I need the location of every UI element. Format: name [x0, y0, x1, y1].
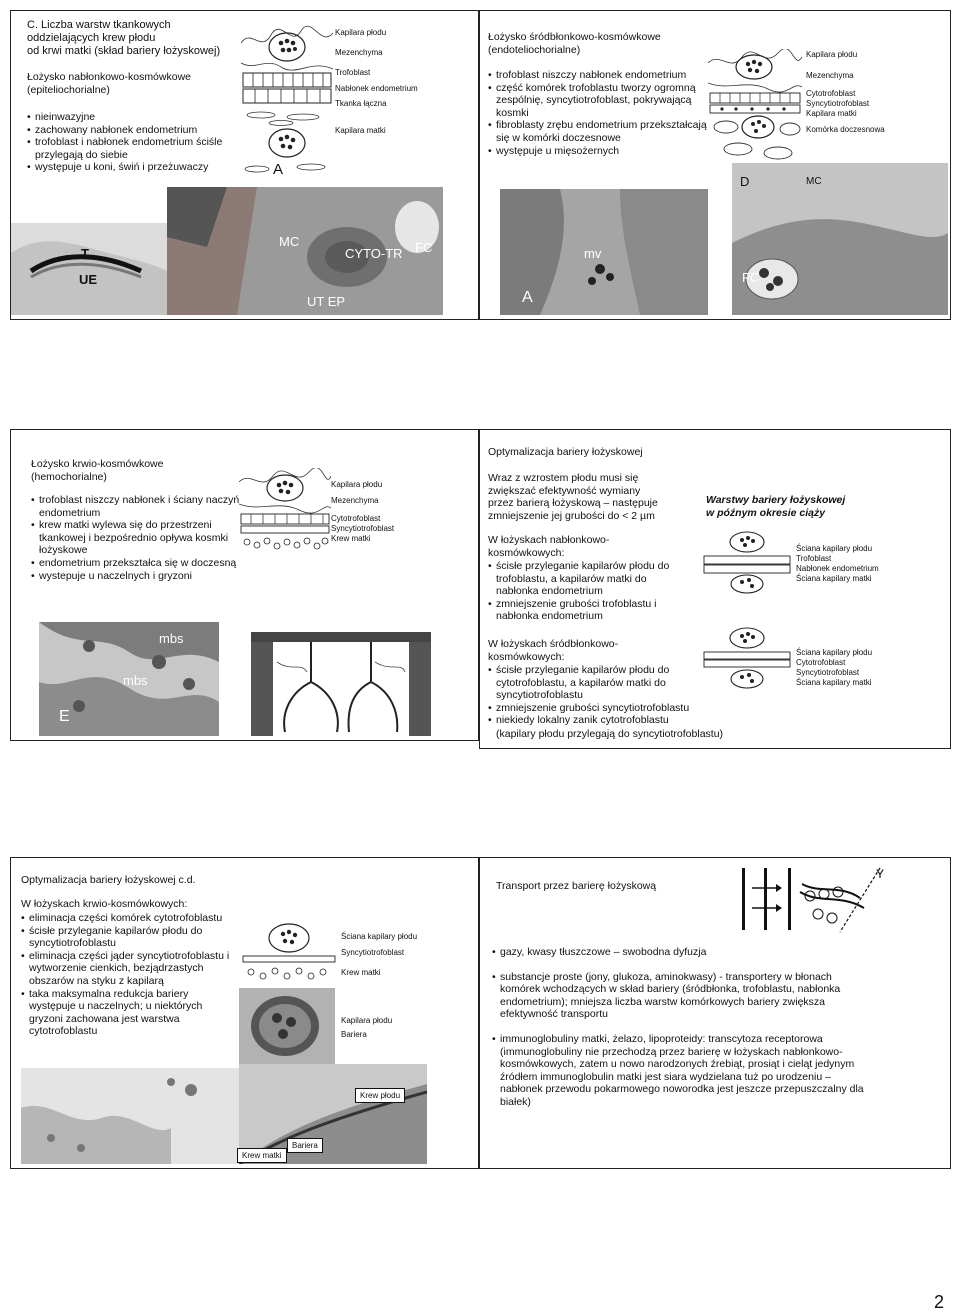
label-fetal-capillary: Kapilara płodu [806, 50, 858, 59]
slide-hemochorial [10, 429, 479, 741]
label-MC: MC [806, 176, 822, 187]
bullet: • zachowany nabłonek endometrium [27, 124, 242, 137]
label-ut-ep: UT EP [307, 294, 346, 309]
box-maternal-blood: Krew matki [237, 1148, 287, 1163]
slide2-subtitle: Łożysko śródbłonkowo-kosmówkowe (endoteliochorialne) [488, 31, 661, 56]
label-fetal-capillary: Kapilara płodu [341, 1016, 393, 1025]
slide4-side-title: Warstwy bariery łożyskowej w późnym okresie ciąży [706, 494, 846, 519]
label-mesenchyme: Mezenchyma [335, 48, 383, 57]
micrograph-epitheliochorial [11, 223, 167, 315]
bullet: • zmniejszenie grubości trofoblastu i nabłonka endometrium [488, 598, 688, 623]
label-fetal-capillary: Kapilara płodu [331, 480, 383, 489]
label-fetal-capillary-wall: Ściana kapilary płodu [796, 648, 873, 657]
label-endometrium-epithelium: Nabłonek endometrium [796, 564, 879, 573]
micrograph-em-capillary [239, 988, 335, 1064]
label-T: T [81, 246, 89, 261]
fig-letter-A: A [273, 161, 284, 178]
slide3-bullets [31, 494, 241, 582]
bullet: • ścisłe przyleganie kapilarów płodu do syncytiotrofoblastu [21, 925, 231, 950]
label-cytotrophoblast: Cytotrofoblast [806, 89, 856, 98]
bullet: • endometrium przekształca się w doczesną [31, 557, 241, 570]
slide1-title: C. Liczba warstw tkankowych oddzielających krew płodu od krwi matki (skład bariery łożyskowej) [27, 19, 221, 57]
label-trophoblast: Trofoblast [796, 554, 832, 563]
slide1-subtitle: Łożysko nabłonkowo-kosmówkowe (epiteliochorialne) [27, 71, 191, 96]
micrograph-em-endotheliochorial-A [500, 189, 708, 315]
bullet: • krew matki wylewa się do przestrzeni tkankowej i bezpośrednio opływa kosmki łożyskowe [31, 519, 241, 557]
label-maternal-capillary: Kapilara matki [335, 126, 386, 135]
bullet: • eliminacja części komórek cytotrofoblastu [21, 912, 231, 925]
label-connective-tissue: Tkanka łączna [335, 99, 387, 108]
fig-letter-A: A [522, 289, 533, 306]
bullet: • trofoblast i nabłonek endometrium ściśle przylegają do siebie [27, 136, 242, 161]
label-maternal-capillary-wall: Ściana kapilary matki [796, 574, 872, 583]
label-decidual-cell: Komórka doczesnowa [806, 125, 885, 134]
slide-barrier-optimization [479, 429, 951, 749]
micrograph-em-endotheliochorial-D [732, 163, 948, 315]
bullet: • występuje u koni, świń i przeżuwaczy [27, 161, 242, 174]
slide2-bullets [488, 69, 718, 157]
bullet: • immunoglobuliny matki, żelazo, lipoproteidy: transcytoza receptorowa (immunoglobuliny nie przechodzą przez barierę w łożyskach nabłonkowo-kosmówkowych, zatem u nowo narodzonych źrebiąt, prosiąt i cieląt jedynym źródłem immunoglobulin matki jest siara wydzielana tuż po urodzeniu – nabłonek przewodu pokarmowego noworodka jest jeszcze przepuszczalny dla białek) [492, 1033, 872, 1109]
slide-epitheliochorial [10, 10, 479, 320]
slide5-bullets [21, 912, 231, 1038]
slide-transport [479, 857, 951, 1169]
fig-letter-E: E [59, 708, 70, 725]
label-barrier: Bariera [341, 1030, 367, 1039]
placenta-layers-diagram [241, 23, 333, 191]
svg-text:Y: Y [876, 867, 885, 881]
label-syncytiotrophoblast: Syncytiotrofoblast [806, 99, 870, 108]
label-endometrium-epithelium: Nabłonek endometrium [335, 84, 418, 93]
bullet: • ścisłe przyleganie kapilarów płodu do trofoblastu, a kapilarów matki do nabłonka endometrium [488, 560, 688, 598]
bullet: • wystepuje u naczelnych i gryzoni [31, 570, 241, 583]
bullet: • trofoblast niszczy nabłonek endometrium [488, 69, 718, 82]
slide1-bullets [27, 111, 242, 174]
label-FC: FC [415, 240, 433, 255]
barrier-diagram-epitheliochorial [702, 530, 792, 594]
bullet: • gazy, kwasy tłuszczowe – swobodna dyfuzja [492, 946, 872, 959]
slide-barrier-optimization-cd [10, 857, 479, 1169]
slide4-bullets1 [488, 560, 688, 623]
barrier-diagram-endotheliochorial [702, 626, 792, 690]
label-fetal-capillary-wall: Ściana kapilary płodu [341, 932, 418, 941]
box-barrier: Bariera [287, 1138, 323, 1153]
bullet: • eliminacja części jąder syncytiotrofoblastu i wytworzenie cienkich, bezjądrzastych obszarów na styku z kapilarą [21, 950, 231, 988]
endotheliochorial-diagram [708, 49, 802, 179]
slide4-intro: Wraz z wzrostem płodu musi się zwiększać efektywność wymiany przez barierą łożyskową – następuje zmniejszenie jej grubości do < 2 µm [488, 472, 658, 522]
label-fetal-capillary: Kapilara płodu [335, 28, 387, 37]
slide3-subtitle: Łożysko krwio-kosmówkowe (hemochorialne) [31, 458, 164, 483]
bullet: • taka maksymalna redukcja bariery występuje u naczelnych; u niektórych gryzoni zachowana jest warstwa cytotrofoblastu [21, 988, 231, 1038]
label-maternal-capillary-wall: Ściana kapilary matki [796, 678, 872, 687]
page-number: 2 [934, 1292, 945, 1312]
box-fetal-blood: Krew płodu [355, 1088, 405, 1103]
label-cytotrophoblast: Cytotrofoblast [331, 514, 381, 523]
label-syncytiotrophoblast: Syncytiotrofoblast [331, 524, 395, 533]
transport-diagram [740, 864, 890, 934]
slide4-subhead1: W łożyskach nabłonkowo- kosmówkowych: [488, 534, 610, 559]
label-mbs: mbs [159, 631, 184, 646]
label-mesenchyme: Mezenchyma [806, 71, 854, 80]
label-mesenchyme: Mezenchyma [331, 496, 379, 505]
slide-endotheliochorial [479, 10, 951, 320]
hemochorial-diagram [239, 468, 331, 552]
bullet: • fibroblasty zrębu endometrium przekształcają się w komórki doczesnowe [488, 119, 718, 144]
micrograph-hemochorial-E [39, 622, 219, 736]
label-MC: MC [279, 234, 300, 249]
bullet: • ścisłe przyleganie kapilarów płodu do cytotrofoblastu, a kapilarów matki do syncytiotrofoblastu [488, 664, 723, 702]
bullet: • substancje proste (jony, glukoza, aminokwasy) - transportery w błonach komórek wchodzących w skład bariery (śródbłonka, trofoblastu, nabłonka endometrium); mniejsza liczba warstw komórkowych bariery zwiększa efektywność transportu [492, 971, 872, 1021]
label-trophoblast: Trofoblast [335, 68, 371, 77]
label-syncytiotrophoblast: Syncytiotrofoblast [796, 668, 860, 677]
bullet: • zmniejszenie grubości syncytiotrofoblastu [488, 702, 723, 715]
label-fetal-capillary-wall: Ściana kapilary płodu [796, 544, 873, 553]
label-syncytiotrophoblast: Syncytiotrofoblast [341, 948, 405, 957]
fig-letter-D: D [740, 174, 750, 189]
label-FC: FC [742, 270, 760, 285]
label-maternal-capillary: Kapilara matki [806, 109, 857, 118]
slide5-subhead: W łożyskach krwio-kosmówkowych: [21, 898, 188, 910]
label-UE: UE [79, 272, 98, 287]
micrograph-em-epitheliochorial [167, 187, 443, 315]
micrograph-villus [21, 1068, 239, 1164]
label-cyto-tr: CYTO-TR [345, 246, 403, 261]
hemochorial-barrier-diagram [239, 920, 339, 984]
label-mbs-2: mbs [123, 673, 148, 688]
slide5-title: Optymalizacja bariery łożyskowej c.d. [21, 874, 196, 886]
bullet: • część komórek trofoblastu tworzy ogromną zespólnię, syncytiotrofoblast, pokrywającą kosmki [488, 82, 718, 120]
slide4-title: Optymalizacja bariery łożyskowej [488, 446, 643, 458]
bullet: • niekiedy lokalny zanik cytotrofoblastu [488, 714, 723, 727]
slide6-title: Transport przez barierę łożyskową [496, 880, 657, 892]
slide6-bullets [492, 946, 872, 1109]
slide4-bullets2 [488, 664, 723, 727]
bullet: • występuje u mięsożernych [488, 145, 718, 158]
villus-drawing [251, 632, 431, 736]
label-cytotrophoblast: Cytotrofoblast [796, 658, 846, 667]
label-mv: mv [584, 246, 602, 261]
slide4-trailer: (kapilary płodu przylegają do syncytiotrofoblastu) [496, 728, 724, 740]
label-maternal-blood: Krew matki [331, 534, 371, 543]
slide4-subhead2: W łożyskach śródbłonkowo- kosmówkowych: [488, 638, 619, 663]
bullet: • nieinwazyjne [27, 111, 242, 124]
bullet: • trofoblast niszczy nabłonek i ściany naczyń endometrium [31, 494, 241, 519]
label-maternal-blood: Krew matki [341, 968, 381, 977]
